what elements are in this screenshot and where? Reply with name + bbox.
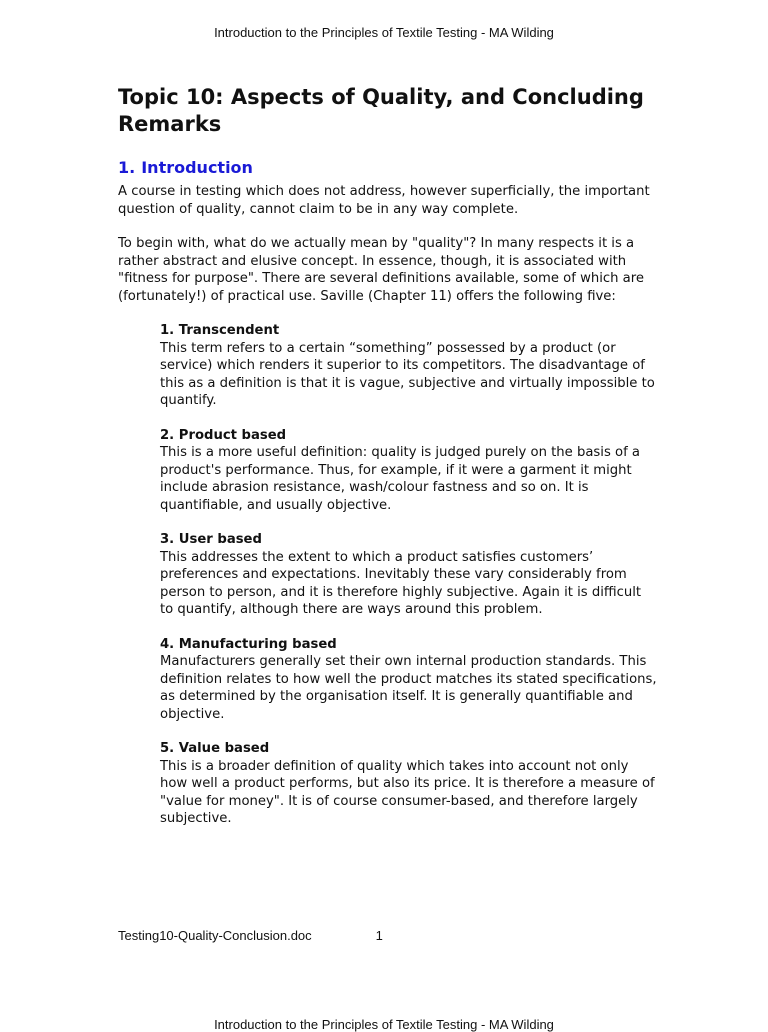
definition-body: This is a more useful definition: quality is judged purely on the basis of a product's performance. Thus, for example, if it were a garment it might include abrasion resistance, wash/colour fastness and so on. It is quantifiable, and usually objective.	[160, 445, 640, 513]
definition-body: This is a broader definition of quality which takes into account not only how well a product performs, but also its price. It is therefore a measure of "value for money". It is of course consumer-based, and therefore largely subjective.	[160, 758, 655, 826]
section-number: 1.	[118, 158, 136, 177]
paragraph-quality-meaning: To begin with, what do we actually mean by "quality"? In many respects it is a rather abstract and elusive concept. In essence, though, it is associated with "fitness for purpose". There are several definitions available, some of which are (fortunately!) of practical use. Saville (Chapter 11) offers the following five:	[118, 236, 645, 304]
next-page-header: Introduction to the Principles of Textile Testing - MA Wilding	[214, 1017, 554, 1032]
definition-title: 1. Transcendent	[160, 323, 280, 338]
definition-title: 4. Manufacturing based	[160, 636, 337, 652]
definition-title: 2. Product based	[160, 427, 287, 443]
page-header: Introduction to the Principles of Textile Testing - MA Wilding	[214, 25, 554, 40]
definition-title: 5. Value based	[160, 741, 270, 756]
page-footer	[118, 928, 383, 943]
section-title: Introduction	[141, 158, 253, 177]
definition-item	[160, 636, 658, 724]
definition-item	[160, 427, 658, 515]
definition-body: This addresses the extent to which a product satisfies customers’ preferences and expectations. Inevitably these vary considerably from person to person, and it is therefore highly subjective. Again it is difficult to quantify, although there are ways around this problem.	[160, 549, 642, 617]
paragraph-intro: A course in testing which does not address, however superficially, the important question of quality, cannot claim to be in any way complete.	[118, 184, 650, 217]
page-title: Topic 10: Aspects of Quality, and Concluding Remarks	[118, 85, 644, 136]
document-body	[118, 84, 658, 845]
footer-filename: Testing10-Quality-Conclusion.doc	[118, 928, 312, 943]
definition-body: Manufacturers generally set their own internal production standards. This definition relates to how well the product matches its stated specifications, as determined by the organisation itself. It is generally quantifiable and objective.	[160, 654, 657, 722]
definition-body: This term refers to a certain “something” possessed by a product (or service) which renders it superior to its competitors. The disadvantage of this as a definition is that it is vague, subjective and virtually impossible to quantify.	[160, 340, 655, 408]
definition-item	[160, 531, 658, 619]
section-heading	[118, 158, 658, 178]
page-number: 1	[375, 928, 383, 943]
definitions-list	[160, 322, 658, 828]
definition-item	[160, 322, 658, 410]
definition-title: 3. User based	[160, 532, 262, 547]
definition-item	[160, 740, 658, 828]
